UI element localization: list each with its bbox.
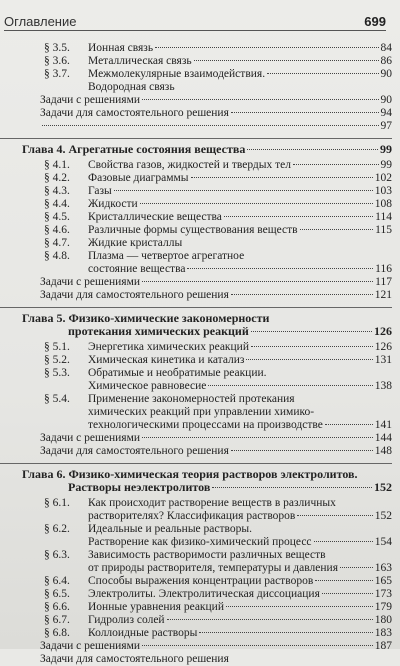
toc-entry-title: Фазовые диаграммы — [88, 172, 189, 184]
toc-entry-title: Обратимые и необратимые реакции. — [88, 367, 267, 379]
section-number: § 6.3. — [44, 549, 70, 561]
toc-entry-title: Различные формы существования веществ — [88, 224, 298, 236]
toc-page-number: 90 — [380, 94, 392, 106]
toc-page-number: 183 — [374, 627, 392, 639]
toc-task-entry — [0, 432, 392, 445]
toc-entry-title: от природы растворителя, температуры и давления — [88, 562, 338, 574]
toc-entry-title: Жидкости — [88, 198, 138, 210]
dot-leader — [187, 268, 373, 269]
dot-leader — [300, 229, 374, 230]
toc-entry-title: Свойства газов, жидкостей и твердых тел — [88, 159, 291, 171]
dot-leader — [194, 60, 379, 61]
toc-section-entry — [0, 224, 392, 237]
toc-section-entry — [0, 55, 392, 68]
toc-entry-title: Способы выражения концентрации растворов — [88, 575, 314, 587]
toc-page-number: 165 — [374, 575, 392, 587]
toc-entry-text — [44, 42, 153, 55]
toc-task-entry — [0, 94, 392, 107]
toc-entry-title: Задачи для самостоятельного решения — [40, 107, 229, 119]
toc-task-entry — [0, 120, 392, 133]
toc-section-entry — [0, 341, 392, 354]
toc-entry-text — [44, 211, 222, 224]
toc-section-entry — [0, 354, 392, 367]
toc-task-entry — [0, 640, 392, 653]
toc-entry-text — [44, 185, 112, 198]
toc-entry-text — [44, 198, 138, 211]
toc-entry-text — [68, 325, 249, 338]
dot-leader — [224, 216, 373, 217]
toc-entry-title: Задачи с решениями — [40, 432, 140, 444]
toc-entry-continuation — [0, 81, 392, 94]
toc-entry-continuation — [0, 536, 392, 549]
toc-entry-text — [44, 627, 197, 640]
dot-leader — [247, 149, 378, 150]
toc-task-entry — [0, 445, 392, 458]
toc-entry-text — [44, 341, 249, 354]
toc-page-number: 138 — [374, 380, 392, 392]
table-of-contents — [0, 42, 392, 666]
dot-leader — [208, 385, 372, 386]
toc-entry-title: Ионная связь — [88, 42, 154, 54]
toc-entry-text — [44, 614, 165, 627]
dot-leader — [212, 487, 372, 488]
section-number: § 4.5. — [44, 211, 70, 223]
chapter-title-continuation — [0, 325, 392, 338]
toc-page-number: 115 — [375, 224, 392, 236]
toc-page-number: 90 — [380, 68, 392, 80]
toc-entry-text — [44, 523, 252, 536]
chapter-title — [0, 143, 392, 156]
toc-page-number: 141 — [374, 419, 392, 431]
dot-leader — [267, 73, 378, 74]
toc-entry-title: Химическая кинетика и катализ — [88, 354, 245, 366]
toc-entry-title: растворителях? Классификация растворов — [88, 510, 296, 522]
toc-section-entry — [0, 601, 392, 614]
section-number: § 4.3. — [44, 185, 70, 197]
toc-section-entry — [0, 68, 392, 81]
section-number: § 6.8. — [44, 627, 70, 639]
chapter-title-continuation — [0, 481, 392, 494]
toc-entry-text — [40, 289, 229, 302]
dot-leader — [322, 593, 373, 594]
toc-task-entry — [0, 107, 392, 120]
toc-entry-title: Растворы неэлектролитов — [68, 480, 211, 494]
section-number: § 4.8. — [44, 250, 70, 262]
toc-entry-text — [88, 263, 185, 276]
section-number: § 3.7. — [44, 68, 70, 80]
chapter-divider — [0, 138, 392, 139]
toc-section-entry — [0, 185, 392, 198]
dot-leader — [251, 331, 372, 332]
toc-page-number: 102 — [374, 172, 392, 184]
toc-section-entry — [0, 159, 392, 172]
toc-entry-continuation — [0, 406, 392, 419]
dot-leader — [114, 190, 373, 191]
section-number: § 6.1. — [44, 497, 70, 509]
toc-entry-text — [44, 497, 336, 510]
section-number: § 6.5. — [44, 588, 70, 600]
chapter-divider — [0, 307, 392, 308]
toc-page-number: 179 — [374, 601, 392, 613]
dot-leader — [231, 112, 379, 113]
toc-task-entry — [0, 653, 392, 666]
toc-page-number: 121 — [374, 289, 392, 301]
dot-leader — [155, 47, 378, 48]
toc-section-entry — [0, 367, 392, 380]
toc-entry-text — [40, 94, 140, 107]
toc-page-number: 94 — [380, 107, 392, 119]
toc-page-number: 187 — [374, 640, 392, 652]
toc-entry-title: Газы — [88, 185, 112, 197]
toc-entry-text — [88, 419, 323, 432]
toc-entry-title: Задачи с решениями — [40, 276, 140, 288]
toc-entry-text — [68, 481, 210, 494]
toc-page-number: 148 — [374, 445, 392, 457]
toc-entry-title: Энергетика химических реакций — [88, 341, 249, 353]
toc-page-number: 114 — [375, 211, 392, 223]
toc-section-entry — [0, 250, 392, 263]
toc-section-entry — [0, 172, 392, 185]
section-number: § 6.2. — [44, 523, 70, 535]
toc-entry-text — [44, 250, 244, 263]
toc-page-number: 116 — [375, 263, 392, 275]
chapter-divider — [0, 463, 392, 464]
dot-leader — [297, 515, 372, 516]
toc-section-entry — [0, 198, 392, 211]
toc-entry-title: Жидкие кристаллы — [88, 237, 183, 249]
dot-leader — [142, 99, 379, 100]
toc-entry-text — [88, 380, 206, 393]
toc-entry-text — [44, 172, 189, 185]
toc-section-entry — [0, 549, 392, 562]
toc-entry-continuation — [0, 562, 392, 575]
dot-leader — [293, 164, 379, 165]
toc-entry-text — [44, 68, 265, 81]
toc-page-number: 163 — [374, 562, 392, 574]
dot-leader — [191, 177, 373, 178]
dot-leader — [140, 203, 373, 204]
toc-entry-text — [44, 367, 267, 380]
dot-leader — [325, 424, 373, 425]
toc-section-entry — [0, 523, 392, 536]
header-page-number: 699 — [364, 14, 386, 29]
toc-entry-text — [88, 562, 338, 575]
dot-leader — [142, 281, 373, 282]
section-number: § 3.6. — [44, 55, 70, 67]
toc-entry-text — [44, 549, 326, 562]
toc-entry-title: Применение закономерностей протекания — [88, 393, 295, 405]
section-number: § 6.6. — [44, 601, 70, 613]
toc-entry-title: Задачи с решениями — [40, 640, 140, 652]
dot-leader — [251, 346, 373, 347]
toc-entry-text — [88, 406, 314, 419]
toc-entry-title: Коллоидные растворы — [88, 627, 198, 639]
toc-page-number: 86 — [380, 55, 392, 67]
toc-page-number: 152 — [374, 480, 392, 494]
toc-page-number: 99 — [380, 142, 392, 156]
section-number: § 3.5. — [44, 42, 70, 54]
toc-entry-title: состояние вещества — [88, 263, 186, 275]
running-header — [4, 14, 386, 31]
toc-entry-title: Металлическая связь — [88, 55, 192, 67]
toc-entry-continuation — [0, 263, 392, 276]
toc-entry-text — [44, 237, 182, 250]
dot-leader — [142, 645, 373, 646]
section-number: § 4.2. — [44, 172, 70, 184]
toc-entry-text — [22, 143, 245, 156]
toc-page-number: 126 — [374, 341, 392, 353]
toc-entry-title: Глава 5. Физико-химические закономерности — [22, 311, 270, 325]
toc-entry-text — [40, 445, 229, 458]
toc-page-number: 152 — [374, 510, 392, 522]
dot-leader — [340, 567, 373, 568]
section-number: § 5.2. — [44, 354, 70, 366]
dot-leader — [42, 125, 379, 126]
toc-entry-continuation — [0, 380, 392, 393]
toc-section-entry — [0, 497, 392, 510]
toc-entry-text — [44, 588, 320, 601]
toc-entry-text — [40, 107, 229, 120]
dot-leader — [199, 632, 372, 633]
dot-leader — [167, 619, 373, 620]
toc-section-entry — [0, 237, 392, 250]
dot-leader — [142, 437, 373, 438]
toc-section-entry — [0, 588, 392, 601]
section-number: § 6.4. — [44, 575, 70, 587]
section-number: § 4.7. — [44, 237, 70, 249]
toc-entry-title: Задачи для самостоятельного решения — [40, 653, 229, 665]
toc-entry-title: Задачи с решениями — [40, 94, 140, 106]
toc-entry-continuation — [0, 419, 392, 432]
toc-section-entry — [0, 211, 392, 224]
toc-entry-text — [44, 354, 244, 367]
section-number: § 5.1. — [44, 341, 70, 353]
toc-entry-text — [88, 81, 175, 94]
toc-page-number: 131 — [374, 354, 392, 366]
toc-entry-text — [40, 640, 140, 653]
toc-entry-text — [88, 510, 295, 523]
section-number: § 5.4. — [44, 393, 70, 405]
toc-section-entry — [0, 393, 392, 406]
toc-entry-text — [44, 393, 295, 406]
dot-leader — [231, 450, 373, 451]
header-title: Оглавление — [4, 14, 77, 29]
dot-leader — [246, 359, 372, 360]
toc-page-number: 180 — [374, 614, 392, 626]
toc-entry-title: Плазма — четвертое агрегатное — [88, 250, 245, 262]
toc-entry-title: Ионные уравнения реакций — [88, 601, 224, 613]
toc-entry-title: Кристаллические вещества — [88, 211, 222, 223]
toc-task-entry — [0, 289, 392, 302]
toc-entry-title: протекания химических реакций — [68, 324, 249, 338]
dot-leader — [315, 580, 373, 581]
toc-entry-title: Как происходит растворение веществ в различных — [88, 497, 336, 509]
toc-page-number: 97 — [380, 120, 392, 132]
toc-entry-title: Растворение как физико-химический процесс — [88, 536, 312, 548]
toc-entry-title: Задачи для самостоятельного решения — [40, 289, 229, 301]
toc-page-number: 108 — [374, 198, 392, 210]
section-number: § 4.6. — [44, 224, 70, 236]
toc-page-number: 117 — [375, 276, 392, 288]
toc-entry-title: Химическое равновесие — [88, 380, 207, 392]
toc-page-number: 126 — [374, 324, 392, 338]
toc-page-number: 154 — [374, 536, 392, 548]
section-number: § 6.7. — [44, 614, 70, 626]
toc-page-number: 84 — [380, 42, 392, 54]
toc-section-entry — [0, 575, 392, 588]
toc-entry-text — [40, 653, 229, 666]
toc-entry-title: Зависимость растворимости различных веществ — [88, 549, 326, 561]
dot-leader — [231, 294, 373, 295]
toc-section-entry — [0, 42, 392, 55]
toc-entry-text — [44, 55, 192, 68]
toc-entry-text — [44, 575, 313, 588]
toc-entry-title: Водородная связь — [88, 81, 175, 93]
section-number: § 4.1. — [44, 159, 70, 171]
toc-entry-text — [40, 276, 140, 289]
toc-entry-title: Гидролиз солей — [88, 614, 165, 626]
toc-entry-title: Глава 4. Агрегатные состояния вещества — [22, 142, 246, 156]
toc-entry-text — [44, 224, 298, 237]
dot-leader — [314, 541, 373, 542]
toc-entry-title: Идеальные и реальные растворы. — [88, 523, 252, 535]
toc-entry-text — [40, 432, 140, 445]
toc-entry-title: Электролиты. Электролитическая диссоциация — [88, 588, 320, 600]
toc-entry-continuation — [0, 510, 392, 523]
section-number: § 5.3. — [44, 367, 70, 379]
toc-page-number: 173 — [374, 588, 392, 600]
toc-page-number: 103 — [374, 185, 392, 197]
toc-page-number: 144 — [374, 432, 392, 444]
toc-section-entry — [0, 627, 392, 640]
toc-page-number: 99 — [380, 159, 392, 171]
toc-section-entry — [0, 614, 392, 627]
toc-entry-title: технологическими процессами на производстве — [88, 419, 323, 431]
toc-entry-title: химических реакций при управлении химико- — [88, 406, 315, 418]
toc-entry-title: Задачи для самостоятельного решения — [40, 445, 229, 457]
dot-leader — [226, 606, 373, 607]
toc-task-entry — [0, 276, 392, 289]
toc-entry-text — [44, 159, 291, 172]
section-number: § 4.4. — [44, 198, 70, 210]
toc-entry-title: Глава 6. Физико-химическая теория растворов электролитов. — [22, 467, 358, 481]
toc-entry-title: Межмолекулярные взаимодействия. — [88, 68, 266, 80]
toc-entry-text — [88, 536, 312, 549]
toc-entry-text — [44, 601, 224, 614]
